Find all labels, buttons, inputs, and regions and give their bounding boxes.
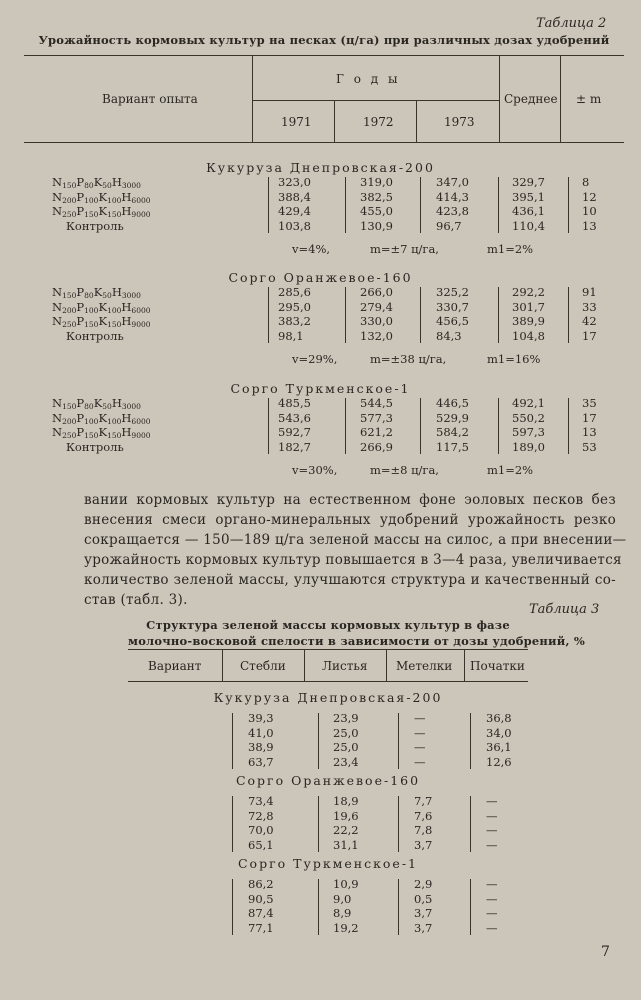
t2-cell-mean: 301,7 [512,299,545,314]
t3-cell-cobs: — [486,808,498,823]
t2-variant [66,329,124,343]
variant-symbol: P [76,410,85,425]
t3-column-rule [398,713,399,769]
t2-cell-mean: 389,9 [512,314,545,328]
t3-cell-stems: 87,4 [248,906,274,920]
variant-symbol: P [76,285,85,299]
t3-column-rule [470,879,471,935]
variant-symbol: N [52,314,63,328]
t2-cell-pm: 13 [582,218,597,233]
variant-symbol: N [52,299,63,314]
variant-symbol: Контроль [66,439,124,454]
variant-symbol: N [52,285,63,299]
variant-subscript: 100 [107,195,122,205]
t2-column-rule [420,177,421,233]
t3-cell-cobs: — [486,906,498,920]
t3-cell-panicles: 7,6 [414,808,433,823]
paragraph-line: став (табл. 3). [84,592,188,608]
t2-column-rule [498,177,499,233]
t2-stat-v: v=4%, [292,242,331,256]
body-paragraph [84,490,627,610]
t2-variant [52,300,151,314]
paragraph-line: вании кормовых культур на естественном фоне эоловых песков без [84,492,616,508]
header-pm: ± m [576,92,602,106]
t2-stat-m1: m1=2% [487,463,534,477]
t2-cell-v1973: 117,5 [436,439,469,454]
t3-section-title: Кукуруза Днепровская-200 [213,690,443,705]
t2-cell-pm: 13 [582,425,597,439]
variant-symbol: N [52,189,63,204]
t3-cell-cobs: 36,1 [486,740,512,754]
t3-cell-leaves: 8,9 [333,906,352,920]
t2-cell-v1973: 414,3 [436,189,469,204]
table-2-title: Урожайность кормовых культур на песках (ц/га) при различных дозах удобрений [38,33,610,47]
variant-subscript: 150 [62,402,77,411]
t3-cell-cobs: — [486,837,498,852]
t3-cell-stems: 39,3 [248,711,274,725]
t2-cell-pm: 33 [582,299,597,314]
variant-subscript: 50 [102,291,112,300]
t2-stat-v: v=29%, [292,352,338,366]
variant-subscript: 9000 [131,431,151,440]
t2-variant [52,425,151,439]
t2-cell-v1972: 266,9 [360,439,393,454]
t3-cell-panicles: — [414,740,426,754]
t3-cell-panicles: — [414,711,426,725]
t3-cell-cobs: — [486,920,498,935]
variant-symbol: K [98,189,108,204]
variant-subscript: 6000 [131,416,151,426]
t2-column-rule [498,398,499,454]
t3-cell-cobs: 34,0 [486,725,512,740]
table-2-header [24,55,624,143]
header-mean: Среднее [504,92,558,106]
t2-cell-v1971: 429,4 [278,204,311,218]
t2-cell-v1972: 621,2 [360,425,393,439]
t2-cell-mean: 436,1 [512,204,545,218]
t3-cell-panicles: 3,7 [414,920,433,935]
t2-cell-mean: 189,0 [512,439,545,454]
variant-symbol: P [76,425,85,439]
variant-subscript: 150 [84,320,99,329]
t2-stat-m1: m1=16% [487,352,541,366]
t2-cell-v1972: 382,5 [360,189,393,204]
t2-cell-v1972: 455,0 [360,204,393,218]
table-3-title-line2: молочно-восковой спелости в зависимости от дозы удобрений, % [128,634,586,648]
t3-cell-stems: 77,1 [248,920,274,935]
t3-cell-panicles: 7,7 [414,794,433,808]
t3-column-rule [318,796,319,852]
t2-cell-v1973: 96,7 [436,218,462,233]
t3-cell-stems: 86,2 [248,877,274,891]
variant-symbol: K [98,314,108,328]
t2-cell-mean: 110,4 [512,218,545,233]
t3-cell-panicles: 7,8 [414,823,433,837]
t3-header-cobs: Початки [470,659,525,673]
t2-variant [52,411,151,425]
variant-subscript: 80 [84,181,94,190]
t2-cell-v1971: 103,8 [278,218,311,233]
t2-cell-v1973: 325,2 [436,285,469,299]
table-3-label: Таблица 3 [529,602,600,617]
t3-cell-leaves: 19,6 [333,808,359,823]
t2-cell-v1971: 295,0 [278,299,311,314]
t3-column-rule [318,713,319,769]
variant-subscript: 9000 [131,320,151,329]
t2-column-rule [420,287,421,343]
t3-cell-stems: 72,8 [248,808,274,823]
t2-cell-v1972: 279,4 [360,299,393,314]
t3-cell-cobs: — [486,877,498,891]
t2-column-rule [345,177,346,233]
t2-cell-v1972: 319,0 [360,175,393,189]
variant-symbol: H [121,314,132,328]
variant-subscript: 9000 [131,210,151,219]
variant-subscript: 250 [62,431,77,440]
t3-cell-leaves: 22,2 [333,823,359,837]
variant-subscript: 200 [62,195,77,205]
t2-column-rule [420,398,421,454]
t2-cell-mean: 597,3 [512,425,545,439]
variant-symbol: K [93,396,103,410]
t2-cell-v1972: 330,0 [360,314,393,328]
t2-cell-v1973: 584,2 [436,425,469,439]
variant-subscript: 150 [107,210,122,219]
t2-cell-mean: 104,8 [512,328,545,343]
t2-column-rule [345,287,346,343]
t2-cell-v1971: 592,7 [278,425,311,439]
variant-subscript: 50 [102,402,112,411]
variant-symbol: K [93,175,103,189]
variant-subscript: 200 [62,416,77,426]
variant-symbol: N [52,396,63,410]
t2-cell-pm: 8 [582,175,590,189]
variant-symbol: N [52,204,63,218]
t2-column-rule [268,177,269,233]
t2-column-rule [268,287,269,343]
t3-cell-leaves: 18,9 [333,794,359,808]
variant-symbol: P [76,314,85,328]
t2-stat-m: m=±38 ц/га, [370,352,447,366]
variant-symbol: H [121,425,132,439]
variant-subscript: 50 [102,181,112,190]
t2-cell-pm: 17 [582,410,597,425]
t3-cell-cobs: — [486,823,498,837]
paragraph-line: количество зеленой массы, улучшаются структура и качественный со- [84,572,616,588]
t2-cell-mean: 395,1 [512,189,545,204]
t3-column-rule [398,796,399,852]
t2-cell-pm: 17 [582,328,597,343]
t2-cell-mean: 292,2 [512,285,545,299]
t2-section-title: Сорго Туркменское-1 [230,381,411,396]
t2-cell-v1971: 285,6 [278,285,311,299]
variant-symbol: H [121,189,132,204]
t2-column-rule [498,287,499,343]
variant-subscript: 6000 [131,195,151,205]
t2-variant [52,396,141,410]
t2-cell-v1971: 388,4 [278,189,311,204]
variant-symbol: P [76,396,85,410]
t3-cell-stems: 38,9 [248,740,274,754]
t2-cell-v1973: 529,9 [436,410,469,425]
table-3-title-line1: Структура зеленой массы кормовых культур в фазе [146,618,510,632]
t3-section-title: Сорго Оранжевое-160 [235,773,421,788]
variant-symbol: H [121,410,132,425]
variant-subscript: 250 [62,210,77,219]
variant-subscript: 80 [84,402,94,411]
t3-cell-cobs: 36,8 [486,711,512,725]
t3-cell-stems: 90,5 [248,891,274,906]
t3-cell-panicles: 3,7 [414,837,433,852]
header-1972: 1972 [363,115,394,129]
variant-subscript: 3000 [121,402,141,411]
t2-cell-v1972: 577,3 [360,410,393,425]
t2-variant [52,204,151,218]
variant-subscript: 100 [107,416,122,426]
variant-symbol: H [111,396,122,410]
t3-column-rule [232,796,233,852]
variant-subscript: 150 [62,181,77,190]
t2-cell-v1973: 423,8 [436,204,469,218]
t3-cell-leaves: 19,2 [333,920,359,935]
t2-cell-pm: 35 [582,396,597,410]
t3-section-title: Сорго Туркменское-1 [237,856,418,871]
variant-symbol: H [121,204,132,218]
t3-cell-stems: 65,1 [248,837,274,852]
t2-cell-v1972: 132,0 [360,328,393,343]
t3-column-rule [318,879,319,935]
header-years: Г о д ы [336,72,401,86]
table-2-label: Таблица 2 [536,16,607,31]
variant-subscript: 100 [84,195,99,205]
variant-symbol: K [98,299,108,314]
variant-symbol: P [76,204,85,218]
variant-symbol: K [98,425,108,439]
t3-cell-leaves: 10,9 [333,877,359,891]
t3-cell-stems: 70,0 [248,823,274,837]
t2-cell-mean: 329,7 [512,175,545,189]
t2-stat-m: m=±7 ц/га, [370,242,439,256]
t2-cell-v1971: 182,7 [278,439,311,454]
t3-cell-stems: 41,0 [248,725,274,740]
t2-cell-v1973: 84,3 [436,328,462,343]
paragraph-line: внесения смеси органо-минеральных удобрений урожайность резко [84,512,616,528]
t3-cell-cobs: — [486,794,498,808]
t2-cell-pm: 42 [582,314,597,328]
t2-cell-v1971: 383,2 [278,314,311,328]
paragraph-line: сокращается — 150—189 ц/га зеленой массы на силос, а при внесении— [84,532,627,548]
variant-symbol: P [76,299,85,314]
t2-variant [66,219,124,233]
t2-section-title: Кукуруза Днепровская-200 [206,160,435,175]
t2-cell-mean: 492,1 [512,396,545,410]
variant-symbol: H [111,285,122,299]
variant-symbol: P [76,189,85,204]
t3-column-rule [232,713,233,769]
t3-cell-panicles: 3,7 [414,906,433,920]
t2-cell-v1971: 98,1 [278,328,304,343]
t3-cell-panicles: 0,5 [414,891,433,906]
variant-subscript: 100 [84,416,99,426]
variant-symbol: N [52,425,63,439]
t3-cell-panicles: — [414,754,426,769]
t2-variant [52,314,151,328]
t2-cell-v1972: 544,5 [360,396,393,410]
t2-cell-v1973: 446,5 [436,396,469,410]
t2-cell-v1973: 330,7 [436,299,469,314]
t2-cell-pm: 91 [582,285,597,299]
t3-cell-leaves: 23,4 [333,754,359,769]
t2-cell-v1973: 456,5 [436,314,469,328]
variant-subscript: 80 [84,291,94,300]
variant-symbol: K [98,204,108,218]
t2-column-rule [568,398,569,454]
t3-cell-cobs: — [486,891,498,906]
variant-subscript: 150 [84,210,99,219]
t2-variant [66,440,124,454]
t3-cell-leaves: 9,0 [333,891,352,906]
t3-cell-stems: 73,4 [248,794,274,808]
table-2 [24,55,624,143]
t2-variant [52,175,141,189]
t3-column-rule [398,879,399,935]
variant-symbol: H [121,299,132,314]
variant-subscript: 150 [62,291,77,300]
t2-column-rule [345,398,346,454]
t2-stat-m: m=±8 ц/га, [370,463,439,477]
variant-subscript: 100 [107,305,122,315]
t2-cell-pm: 12 [582,189,597,204]
t3-header-variant: Вариант [148,659,202,673]
variant-subscript: 250 [62,320,77,329]
variant-symbol: K [93,285,103,299]
variant-subscript: 100 [84,305,99,315]
t2-column-rule [268,398,269,454]
paragraph-line: урожайность кормовых культур повышается в 3—4 раза, увеличивается [84,552,622,568]
variant-symbol: Контроль [66,218,124,233]
t2-cell-pm: 10 [582,204,597,218]
variant-subscript: 3000 [121,291,141,300]
t2-column-rule [568,177,569,233]
t3-header-panicles: Метелки [396,659,453,673]
variant-symbol: Контроль [66,328,124,343]
variant-symbol: P [76,175,85,189]
header-1973: 1973 [444,115,475,129]
variant-symbol: K [98,410,108,425]
variant-subscript: 150 [107,320,122,329]
t3-cell-leaves: 23,9 [333,711,359,725]
t2-cell-mean: 550,2 [512,410,545,425]
t2-stat-v: v=30%, [292,463,338,477]
t3-cell-leaves: 31,1 [333,837,359,852]
t3-column-rule [470,713,471,769]
t3-cell-panicles: 2,9 [414,877,433,891]
t3-cell-leaves: 25,0 [333,725,359,740]
t3-cell-cobs: 12,6 [486,754,512,769]
t3-column-rule [470,796,471,852]
t2-variant [52,190,151,204]
t3-cell-stems: 63,7 [248,754,274,769]
t3-cell-leaves: 25,0 [333,740,359,754]
t2-cell-v1971: 323,0 [278,175,311,189]
variant-subscript: 150 [107,431,122,440]
t2-variant [52,285,141,299]
header-1971: 1971 [281,115,312,129]
t3-cell-panicles: — [414,725,426,740]
t2-cell-v1972: 266,0 [360,285,393,299]
t2-cell-v1971: 543,6 [278,410,311,425]
t2-section-title: Сорго Оранжевое-160 [228,270,413,285]
t3-column-rule [232,879,233,935]
variant-subscript: 6000 [131,305,151,315]
t3-header-leaves: Листья [322,659,368,673]
t3-header-stems: Стебли [240,659,286,673]
t2-cell-pm: 53 [582,439,597,454]
t2-cell-v1973: 347,0 [436,175,469,189]
t2-stat-m1: m1=2% [487,242,534,256]
variant-symbol: N [52,175,63,189]
variant-subscript: 3000 [121,181,141,190]
variant-subscript: 150 [84,431,99,440]
t2-cell-v1972: 130,9 [360,218,393,233]
page-number: 7 [601,944,610,960]
variant-subscript: 200 [62,305,77,315]
variant-symbol: N [52,410,63,425]
t2-cell-v1971: 485,5 [278,396,311,410]
t2-column-rule [568,287,569,343]
header-variant: Вариант опыта [102,92,198,106]
variant-symbol: H [111,175,122,189]
